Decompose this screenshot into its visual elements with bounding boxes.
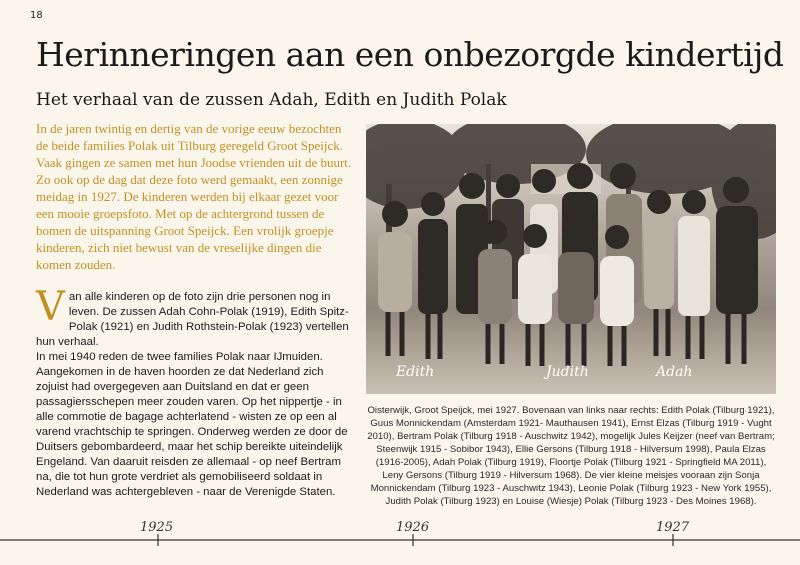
timeline-year-1925: 1925	[140, 520, 174, 535]
page-subtitle: Het verhaal van de zussen Adah, Edith en Judith Polak	[36, 90, 507, 110]
photo-label-judith: Judith	[546, 364, 589, 380]
photo-label-adah: Adah	[656, 364, 693, 380]
photo-caption: Oisterwijk, Groot Speijck, mei 1927. Bovenaan van links naar rechts: Edith Polak (Tilburg 1921), Guus Monnickendam (Amsterdam 1921- Mauthausen 1941), Ernst Elzas (Tilburg 1919 - Vught 2010), Bertram Polak (Tilburg 1918 - Auschwitz 1942), mogelijk Jules Keijzer (neef van Bertram; Steenwijk 1915 - Sobibor 1943), Ellie Gersons (Tilburg 1918 - Hilversum 1998), Paula Elzas (1916-2005), Adah Polak (Tilburg 1919), Floortje Polak (Tilburg 1921 - Springfield MA 2011), Leny Gersons (Tilburg 1919 - Hilversum 1968). De vier kleine meisjes vooraan zijn Sonja Monnickendam (Tilburg 1923 - Auschwitz 1943), Leonie Polak (Tilburg 1923 - New York 1955), Judith Polak (Tilburg 1923) en Louise (Wiesje) Polak (Tilburg 1923 - Des Moines 1968).	[367, 405, 775, 507]
body-paragraph-1: an alle kinderen op de foto zijn drie personen nog in leven. De zussen Adah Cohn-Polak (1919), Edith Spitz-Polak (1921) en Judith Rothstein-Polak (1923) vertellen hun verhaal.	[36, 291, 349, 348]
page-number: 18	[30, 10, 43, 21]
page-title: Herinneringen aan een onbezorgde kindertijd	[36, 35, 784, 74]
timeline-year-1926: 1926	[396, 520, 430, 535]
body-paragraph-2: In mei 1940 reden de twee families Polak naar IJmuiden. Aangekomen in de haven hoorden ze dat Nederland zich zojuist had overgegeven aan Duitsland en dat er geen passagiersschepen meer zouden varen. Op het nippertje - in alle commotie de bagage achterlatend - wisten ze op een al varend vrachtschip te springen. Onderweg werden ze door de Duitsers gebombardeerd, maar het schip bereikte uiteindelijk Engeland. Van daaruit reisden ze allemaal - op neef Bertram na, die tot hun grote verdriet als gemobiliseerd soldaat in Nederland was achtergebleven - naar de Verenigde Staten.	[36, 351, 348, 498]
drop-cap: V	[36, 284, 65, 330]
timeline-year-1927: 1927	[656, 520, 690, 535]
group-photo	[366, 124, 776, 394]
photo-label-edith: Edith	[396, 364, 435, 380]
intro-paragraph: In de jaren twintig en dertig van de vorige eeuw bezochten de beide families Polak uit Tilburg geregeld Groot Speijck. Vaak gingen ze samen met hun Joodse vrienden uit de buurt. Zo ook op de dag dat deze foto werd gemaakt, een zonnige meidag in 1927. De kinderen werden bij elkaar gezet voor een mooie groepsfoto. Met op de achtergrond tussen de bomen de uitspanning Groot Speijck. Een vrolijk groepje kinderen, zich niet bewust van de vreselijke dingen die komen zouden.	[36, 121, 352, 272]
body-text	[36, 284, 356, 500]
